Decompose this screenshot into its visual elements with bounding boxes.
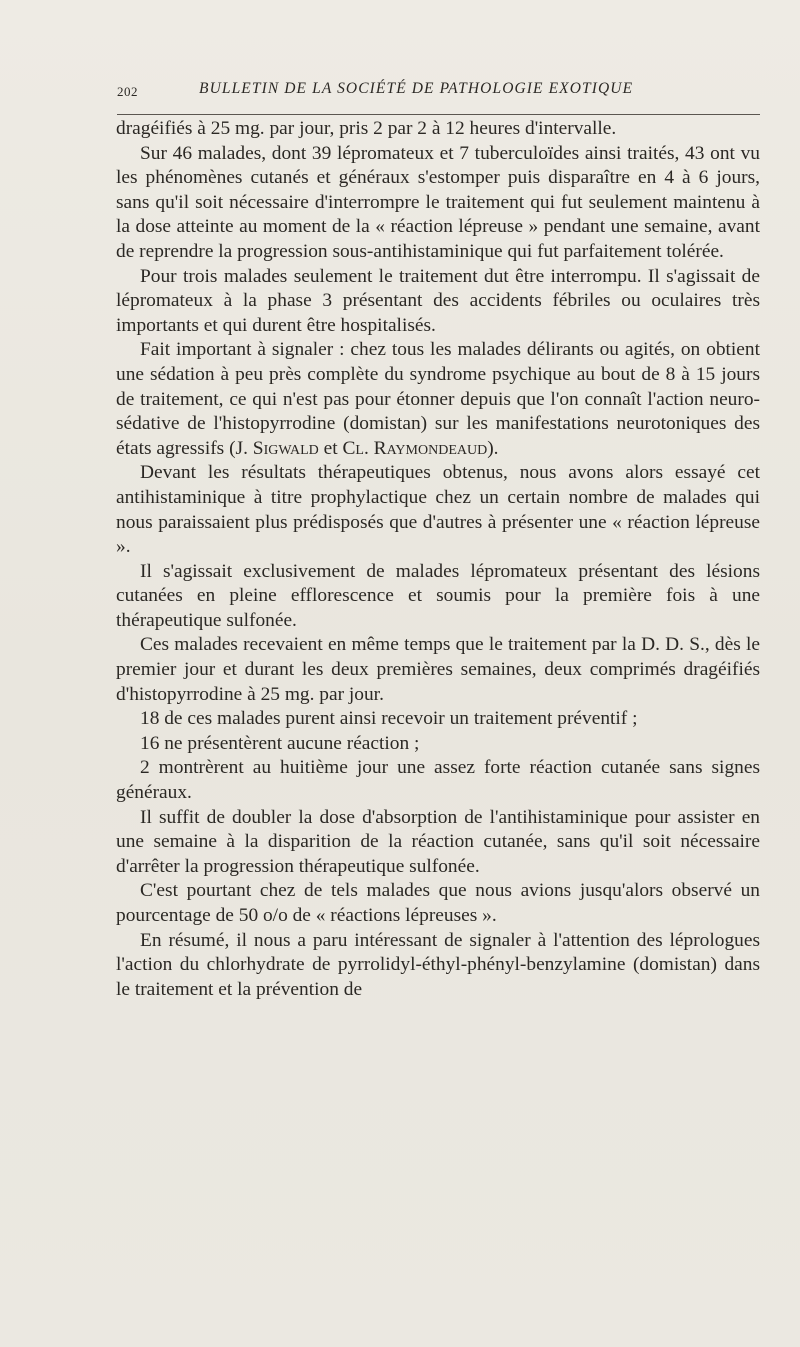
paragraph: 2 montrèrent au huitième jour une assez forte réaction cutanée sans signes généraux. — [116, 757, 760, 804]
paragraph: C'est pourtant chez de tels malades que nous avions jusqu'alors observé un pourcentage de 50 o/o de « réactions lépreuses ». — [116, 880, 760, 926]
paragraph: Il suffit de doubler la dose d'absorption de l'antihistaminique pour assister en une semaine à la disparition de la réaction cutanée, sans qu'il soit nécessaire d'arrêter la progression thérapeutique sulfonée. — [116, 806, 760, 877]
paragraph: 16 ne présentèrent aucune réaction ; — [140, 732, 420, 754]
cited-author: Sigwald — [252, 437, 319, 459]
header-rule — [117, 114, 760, 115]
running-head: BULLETIN DE LA SOCIÉTÉ DE PATHOLOGIE EXOTIQUE — [199, 80, 634, 97]
paragraph: Pour trois malades seulement le traitement dut être interrompu. Il s'agissait de lépromateux à la phase 3 présentant des accidents fébriles ou oculaires très importants et qui durent être hospitalisés. — [116, 265, 760, 336]
page-number: 202 — [117, 84, 138, 99]
paragraph-text: Fait important à signaler : chez tous les malades délirants ou agités, on obtient une sédation à peu près complète du syndrome psychique au bout de 8 à 15 jours de traitement, ce qui n'est pas pour étonner depuis que l'on connaît l'action neuro-sédative de l'histopyrrodine (domistan) sur les manifestations neurotoniques des états agressifs (J. — [116, 339, 760, 459]
page-header — [117, 80, 760, 108]
cited-author: Cl. Raymondeaud — [342, 437, 488, 459]
paragraph-text: ). — [487, 437, 499, 459]
paragraph-text: et — [318, 437, 343, 459]
paragraph: Ces malades recevaient en même temps que le traitement par la D. D. S., dès le premier jour et durant les deux premières semaines, deux comprimés dragéifiés d'histopyrrodine à 25 mg. par jour. — [116, 634, 760, 705]
paragraph: 18 de ces malades purent ainsi recevoir un traitement préventif ; — [140, 708, 638, 730]
paragraph: Sur 46 malades, dont 39 lépromateux et 7 tuberculoïdes ainsi traités, 43 ont vu les phénomènes cutanés et généraux s'estomper puis disparaître en 4 à 6 jours, sans qu'il soit nécessaire d'interrompre le traitement qui fut seulement maintenu à la dose atteinte au moment de la « réaction lépreuse » pendant une semaine, avant de reprendre la progression sous-antihistaminique qui fut parfaitement tolérée. — [116, 142, 760, 262]
paragraph: Il s'agissait exclusivement de malades lépromateux présentant des lésions cutanées en pleine efflorescence et soumis pour la première fois à une thérapeutique sulfonée. — [116, 560, 760, 631]
paragraph: En résumé, il nous a paru intéressant de signaler à l'attention des léprologues l'action du chlorhydrate de pyrrolidyl-éthyl-phényl-benzylamine (domistan) dans le traitement et la prévention de — [116, 929, 760, 1000]
article-body — [116, 117, 760, 1002]
paragraph-continuation: dragéifiés à 25 mg. par jour, pris 2 par 2 à 12 heures d'intervalle. — [116, 118, 617, 139]
paragraph: Devant les résultats thérapeutiques obtenus, nous avons alors essayé cet antihistaminique à titre prophylactique chez un certain nombre de malades qui nous paraissaient plus prédisposés que d'autres à présenter une « réaction lépreuse ». — [116, 462, 760, 558]
paragraph-with-citation — [116, 338, 760, 461]
